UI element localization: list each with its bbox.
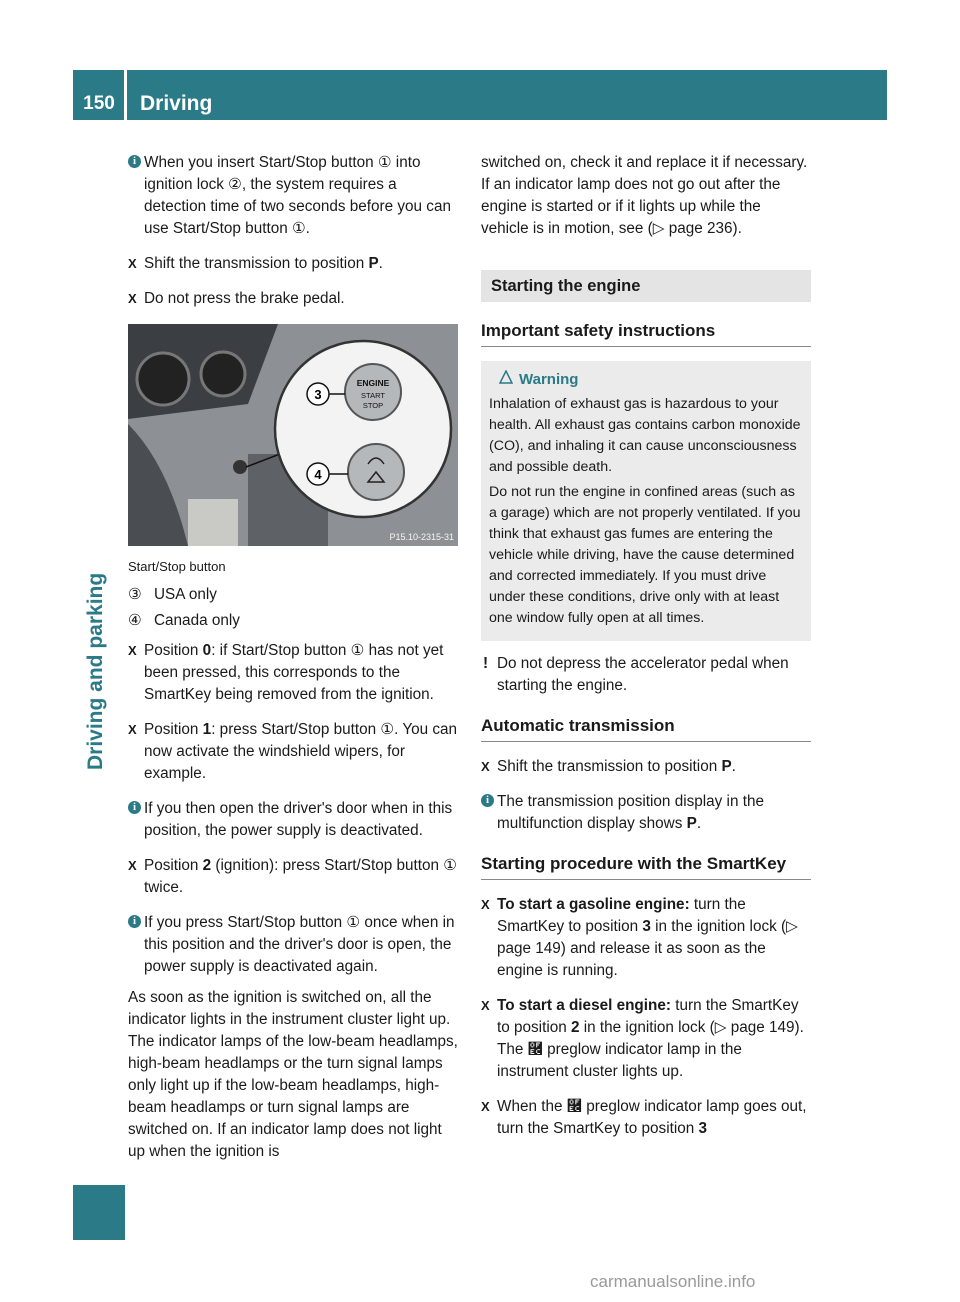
page-title: Driving xyxy=(140,92,213,115)
figure-caption: Start/Stop button xyxy=(128,559,226,574)
step-item: X Shift the transmission to position P. xyxy=(128,253,460,275)
dashboard-illustration xyxy=(128,324,458,546)
figure-code: P15.10-2315-31 xyxy=(389,532,454,542)
subheading: Starting procedure with the SmartKey xyxy=(481,853,811,880)
warning-text: Do not run the engine in confined areas (such as a garage) which are not properly ventilated. If you think that exhaust gas fumes are entering the vehicle while driving, have the cause determined and corrected immediately. If you must drive under these conditions, drive only with at least one window fully open at all times. xyxy=(489,484,801,626)
watermark: carmanualsonline.info xyxy=(590,1272,756,1291)
callout-4: 4 xyxy=(314,467,322,482)
right-column xyxy=(481,152,811,1153)
step-item: X When the ࿬ preglow indicator lamp goes out, turn the SmartKey to position 3 xyxy=(481,1096,811,1140)
subheading: Important safety instructions xyxy=(481,320,811,347)
info-note: i If you then open the driver's door when in this position, the power supply is deactivated. xyxy=(128,798,460,842)
subheading: Automatic transmission xyxy=(481,715,811,742)
btn-engine-label: ENGINE xyxy=(356,378,390,388)
info-note: i If you press Start/Stop button ① once when in this position and the driver's door is open, the power supply is deactivated again. xyxy=(128,912,460,978)
info-note: i The transmission position display in the multifunction display shows P. xyxy=(481,791,811,835)
step-item: X Position 1: press Start/Stop button ①. You can now activate the windshield wipers, for example. xyxy=(128,719,460,785)
btn-start-label: START xyxy=(361,391,385,400)
header-divider xyxy=(124,70,127,120)
warning-text: Inhalation of exhaust gas is hazardous to your health. All exhaust gas contains carbon monoxide (CO), and inhaling it can cause unconsciousness and possible death. xyxy=(489,396,801,475)
info-note xyxy=(128,152,460,240)
step-item: X Shift the transmission to position P. xyxy=(481,756,811,778)
step-item: X To start a diesel engine: turn the SmartKey to position 2 in the ignition lock (▷ page 149). The ࿬ preglow indicator lamp in the instrument cluster lights up. xyxy=(481,995,811,1083)
body-paragraph: As soon as the ignition is switched on, all the indicator lights in the instrument cluster light up. The indicator lamps of the low-beam headlamps, high-beam headlamps or the turn signal lamps only light up if the low-beam headlamps, high-beam headlamps or turn signal lamps are switched on. If an indicator lamp does not light up when the ignition is xyxy=(128,989,458,1160)
section-title: Starting the engine xyxy=(481,270,811,302)
step-item: X To start a gasoline engine: turn the SmartKey to position 3 in the ignition lock (▷ page 149) and release it as soon as the engine is running. xyxy=(481,894,811,982)
left-column xyxy=(128,152,460,1176)
step-item: X Position 2 (ignition): press Start/Stop button ① twice. xyxy=(128,855,460,899)
section-side-label: Driving and parking xyxy=(84,572,107,770)
caution-note: ! Do not depress the accelerator pedal when starting the engine. xyxy=(481,653,811,697)
btn-stop-label: STOP xyxy=(362,401,384,410)
page-number: 150 xyxy=(83,93,115,114)
body-paragraph: switched on, check it and replace it if necessary. If an indicator lamp does not go out after the engine is started or if it lights up while the vehicle is in motion, see (▷ page 236). xyxy=(481,154,808,237)
callout-3: 3 xyxy=(314,387,322,402)
legend-item: ③ USA only xyxy=(128,586,217,603)
step-item: X Do not press the brake pedal. xyxy=(128,288,460,310)
side-tab-block xyxy=(73,1185,125,1240)
start-stop-figure xyxy=(128,324,458,546)
step-item: X Position 0: if Start/Stop button ① has not yet been pressed, this corresponds to the SmartKey being removed from the ignition. xyxy=(128,640,460,706)
warning-triangle-icon xyxy=(499,370,513,384)
info-text: When you insert Start/Stop button ① into ignition lock ②, the system requires a detection time of two seconds before you can use Start/Stop button ①. xyxy=(144,154,451,237)
warning-box xyxy=(481,361,811,641)
legend-item: ④ Canada only xyxy=(128,612,240,629)
warning-title: Warning xyxy=(489,369,803,390)
